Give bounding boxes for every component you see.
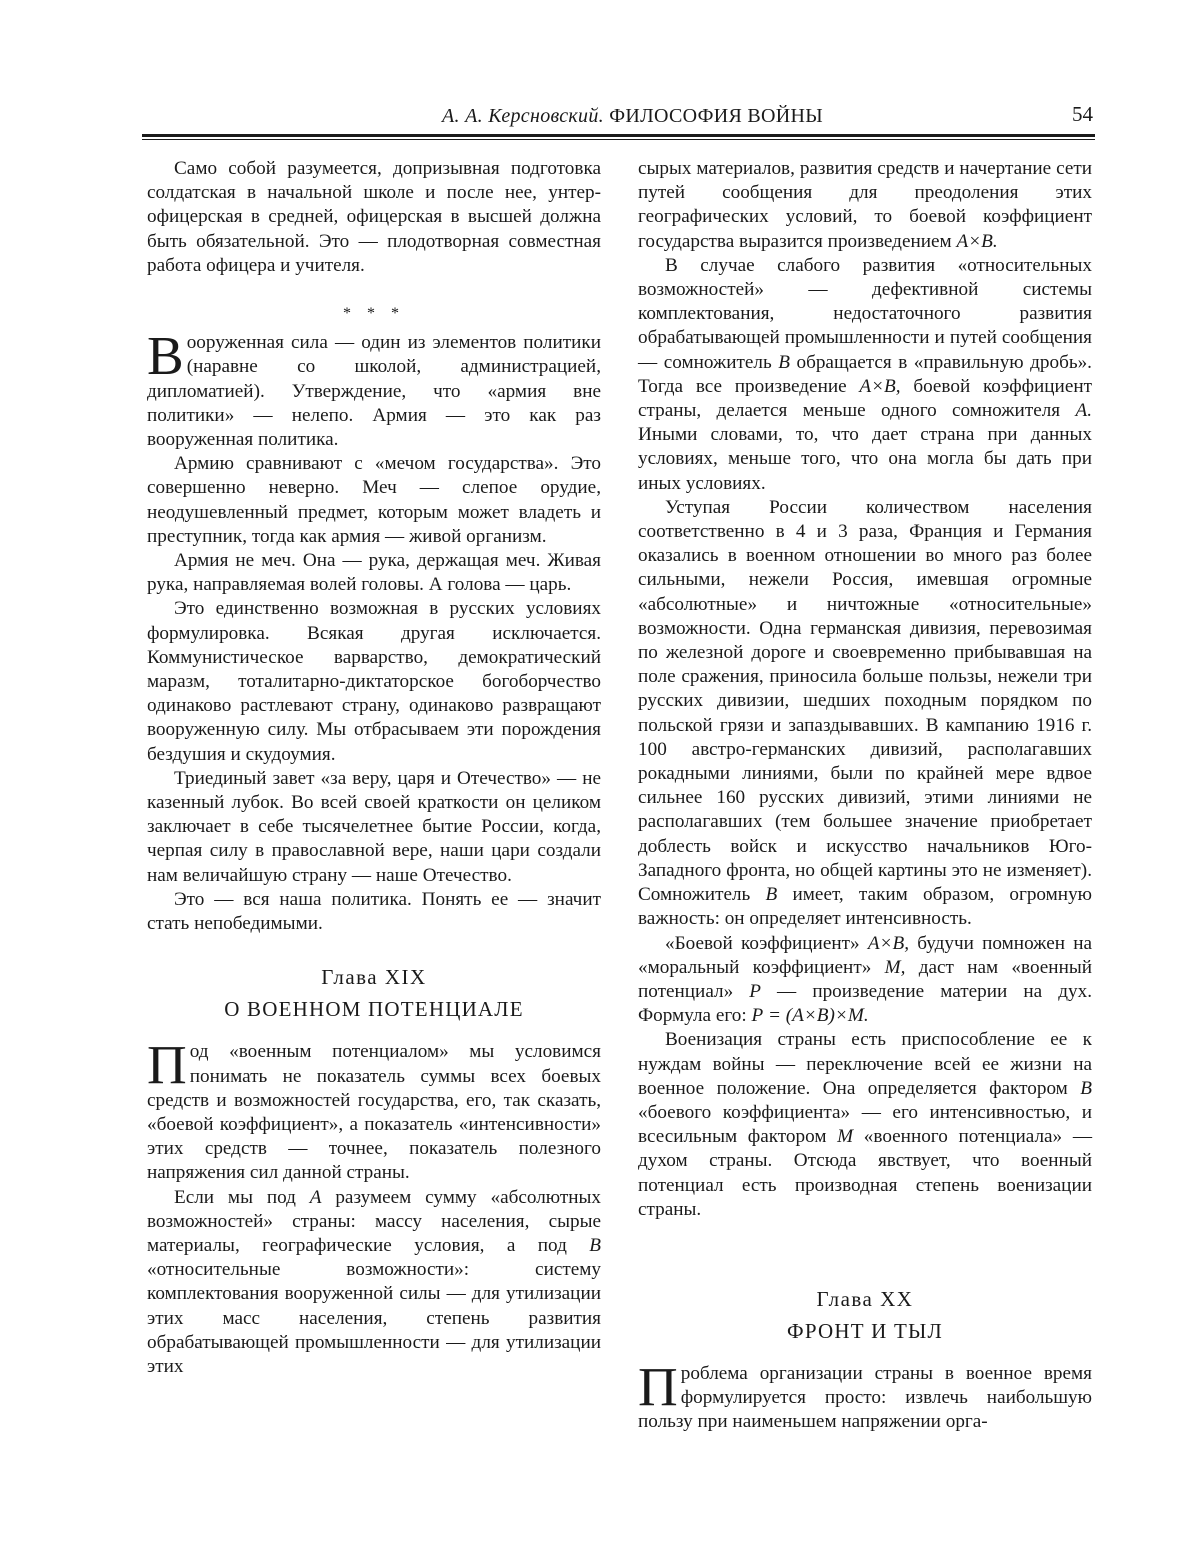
drop-cap: П (638, 1355, 678, 1417)
book-title: ФИЛОСОФИЯ ВОЙНЫ (609, 105, 823, 127)
paragraph: Армию сравнивают с «мечом государства». Это совершенно неверно. Меч — слепое орудие, неодушевленный предмет, которым может владеть и преступник, тогда как армия — живой организм. (147, 453, 601, 547)
running-title (442, 102, 823, 130)
paragraph: Если мы под А разумеем сумму «абсолютных возможностей» страны: массу населения, сырые материалы, географические условия, а под В «относительные возможности»: систему комплектования вооруженной силы — для утилизации этих масс населения, степень развития обрабатывающей промышленности — для утилизации этих (147, 1186, 601, 1377)
paragraph: сырых материалов, развития средств и начертание сети путей сообщения для преодоления этих географических условий, то боевой коэффициент государства выразится произведением А×В. (638, 158, 1092, 252)
paragraph-dropcap: Вооруженная сила — один из элементов политики (наравне со школой, администрацией, дипломатией). Утверждение, что «армия вне политики» — нелепо. Армия — это как раз вооруженная политика. (147, 325, 601, 451)
spacer (638, 1222, 1092, 1258)
drop-cap: П (147, 1034, 187, 1096)
running-head (142, 100, 1095, 134)
paragraph: Армия не меч. Она — рука, держащая меч. Живая рука, направляемая волей головы. А голова — царь. (147, 550, 601, 596)
section-separator: * * * (343, 305, 405, 323)
header-rule-thick (142, 134, 1095, 137)
paragraph: «Боевой коэффициент» А×В, будучи помножен на «моральный коэффициент» М, даст нам «военный потенциал» Р — произведение материи на дух. Формула его: Р = (А×В)×М. (638, 932, 1092, 1027)
chapter-number: Глава XX (816, 1286, 914, 1311)
paragraph-dropcap: Проблема организации страны в военное время формулируется просто: извлечь наибольшую пользу при наименьшем напряжении орга- (638, 1355, 1092, 1433)
paragraph: В случае слабого развития «относительных возможностей» — дефективной системы комплектования, недостаточного развития обрабатывающей промышленности и путей сообщения — сомножитель В обращается в «правильную дробь». Тогда все произведение А×В, боевой коэффициент страны, делается меньше одного сомножителя А. Иными словами, то, что дает страна при данных условиях, меньше того, что она могла бы дать при иных условиях. (638, 254, 1092, 494)
paragraph: Это — вся наша политика. Понять ее — значит стать непобедимыми. (147, 888, 601, 935)
paragraph: Триединый завет «за веру, царя и Отечество» — не казенный лубок. Во всей своей краткости он целиком заключает в себе тысячелетнее бытие России, когда, черпая силу в православной вере, наши цари создали нам величайшую страну — наше Отечество. (147, 767, 601, 886)
chapter-number: Глава XIX (321, 965, 427, 990)
drop-cap: В (147, 325, 184, 387)
left-column (147, 157, 601, 1379)
header-rule-thin (142, 139, 1095, 140)
page-number: 54 (1072, 102, 1093, 126)
paragraph: Военизация страны есть приспособление ее к нуждам войны — переключение всей ее жизни на военное положение. Она определяется фактором В «боевого коэффициента» — его интенсивностью, и всесильным фактором М «военного потенциала» — духом страны. Отсюда явствует, что военный потенциал есть производная степень военизации страны. (638, 1029, 1093, 1220)
paragraph-dropcap: Под «военным потенциалом» мы условимся понимать не показатель суммы всех боевых средств и возможностей государства, его, так сказать, «боевой коэффициент», а показатель «интенсивности» этих средств — точнее, показатель полезного напряжения сил данной страны. (147, 1034, 601, 1184)
paragraph: Это единственно возможная в русских условиях формулировка. Всякая другая исключается. Коммунистическое варварство, демократический маразм, тоталитарно-диктаторское богоборчество одинаково растлевают страну, одинаково развращают вооруженную силу. Мы отбрасываем эти порождения бездушия и скудоумия. (147, 598, 601, 765)
right-column (638, 157, 1092, 1435)
paragraph: Само собой разумеется, допризывная подготовка солдатская в начальной школе и после нее, унтер-офицерская в средней, офицерская в высшей должна быть обязательной. Это — плодотворная совместная работа офицера и учителя. (147, 158, 601, 276)
paragraph: Уступая России количеством населения соответственно в 4 и 3 раза, Франция и Германия оказались в военном отношении во много раз более сильными, нежели Россия, имевшая огромные «абсолютные» и ничтожные «относительные» возможности. Одна германская дивизия, перевозимая по железной дороге и своевременно прибывавшая на поле сражения, приносила больше пользы, нежели три русских дивизии, шедших походным порядком по польской грязи и запаздывавших. В кампанию 1916 г. 100 австро-германских дивизий, располагавших рокадными линиями, были по крайней мере вдвое сильнее 160 русских дивизий, этими линиями не располагавших (тем большее значение приобретает доблесть войск и искусство начальников Юго-Западного фронта, но общей картины это не изменяет). Сомножитель В имеет, таким образом, огромную важность: он определяет интенсивность. (638, 496, 1092, 930)
chapter-title: ФРОНТ И ТЫЛ (787, 1318, 943, 1343)
chapter-title: О ВОЕННОМ ПОТЕНЦИАЛЕ (224, 997, 524, 1022)
author-name: А. А. Керсновский. (442, 105, 604, 127)
